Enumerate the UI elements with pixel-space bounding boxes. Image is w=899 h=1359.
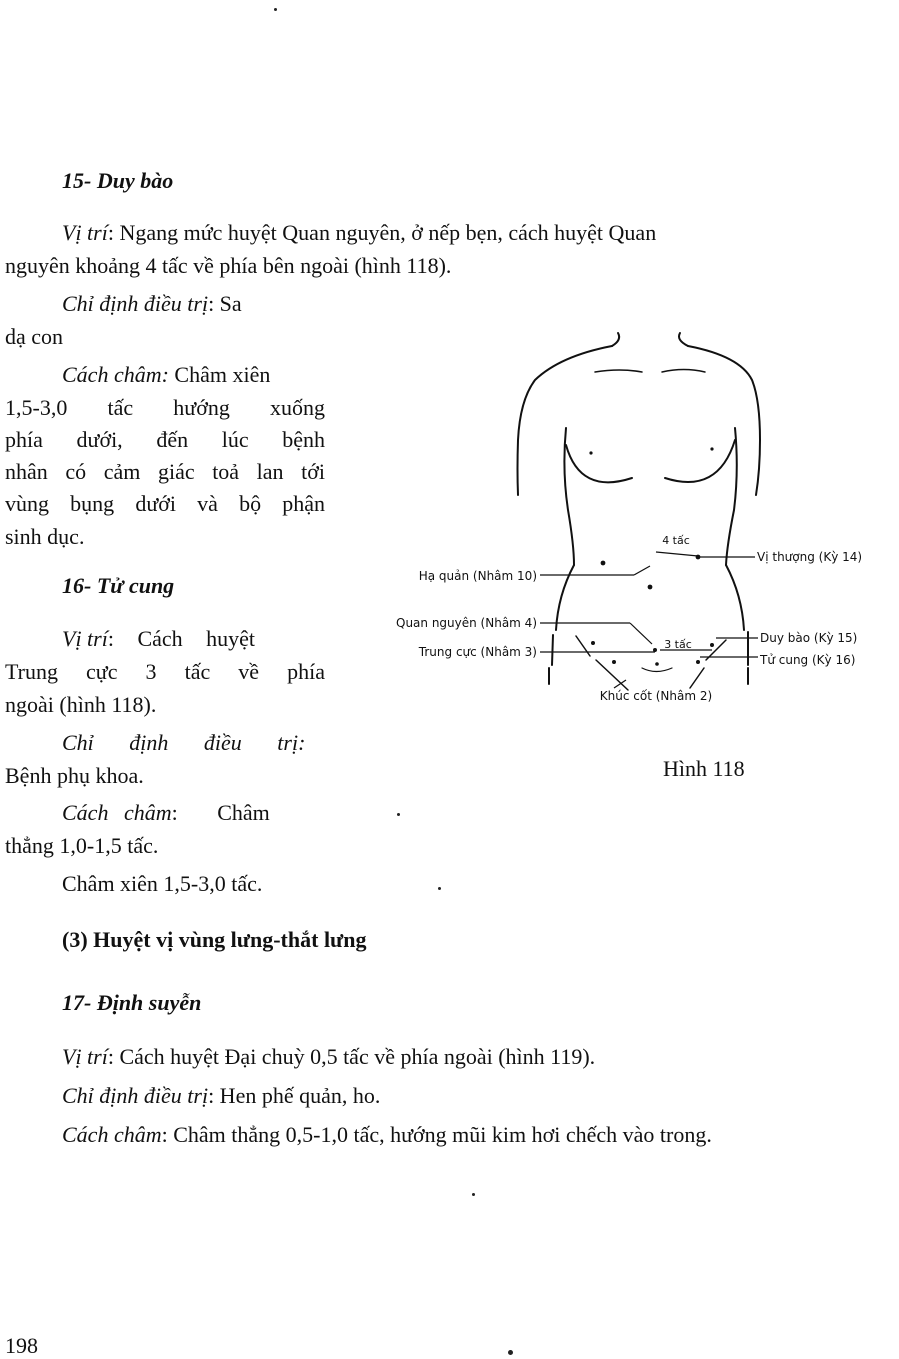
tu-cung-cachcham-line2: thẳng 1,0-1,5 tấc. <box>5 833 159 858</box>
duy-bao-cachcham-line6: sinh dục. <box>5 524 85 549</box>
label-trung-cuc: Trung cực (Nhâm 3) <box>418 645 537 659</box>
duy-bao-cachcham-line1 <box>62 364 270 386</box>
duy-bao-vitri-line2: nguyên khoảng 4 tấc về phía bên ngoài (hình 118). <box>5 253 452 278</box>
print-speck <box>274 8 277 11</box>
dinh-suyen-vitri <box>62 1046 595 1068</box>
tu-cung-vitri-line2: Trung cực 3 tấc về phía <box>5 659 325 684</box>
ha-quan-leader-bend <box>634 566 650 575</box>
heading-lung-that-lung: (3) Huyệt vị vùng lưng-thắt lưng <box>62 927 367 952</box>
cachcham-text: : Châm thẳng 0,5-1,0 tấc, hướng mũi kim hơi chếch vào trong. <box>161 1122 712 1147</box>
center-dot <box>648 585 653 590</box>
pubic-curve <box>642 668 672 672</box>
label-bon-tac: 4 tấc <box>662 534 690 547</box>
figure-caption: Hình 118 <box>663 756 745 781</box>
acupoint-dots <box>589 447 714 665</box>
left-upper-dot <box>601 561 606 566</box>
chidinh-text: : Sa <box>208 291 242 316</box>
vitri-label: Vị trí <box>62 220 108 245</box>
heading-tu-cung: 16- Tử cung <box>62 573 175 598</box>
tu-cung-chidinh-line2: Bệnh phụ khoa. <box>5 763 144 788</box>
left-torso-side <box>564 428 574 565</box>
neck-right-line <box>679 333 688 346</box>
duy-bao-cachcham-line4: nhân có cảm giác toả lan tới <box>5 459 325 484</box>
right-nipple-dot <box>710 447 713 450</box>
right-shoulder-arm <box>688 346 760 495</box>
cachcham-text: : Châm <box>171 800 270 825</box>
vitri-text: : Cách huyệt Đại chuỳ 0,5 tấc về phía ngoài (hình 119). <box>107 1044 596 1069</box>
left-hip-line <box>552 635 553 665</box>
duy-bao-cachcham-line3: phía dưới, đến lúc bệnh <box>5 427 325 452</box>
vitri-text: : Cách huyệt <box>107 626 256 651</box>
quan-nguyen-leader-bend <box>630 623 652 644</box>
tu-cung-cachcham-line1 <box>62 802 270 824</box>
dinh-suyen-chidinh <box>62 1085 380 1107</box>
left-groin-fold-lower <box>596 660 628 690</box>
print-speck <box>472 1193 475 1196</box>
duy-bao-cachcham-line5: vùng bụng dưới và bộ phận <box>5 491 325 516</box>
chidinh-label: Chỉ định điều trị <box>62 1083 209 1108</box>
left-groin-fold-upper <box>576 636 590 656</box>
chidinh-text: : Hen phế quản, ho. <box>208 1083 381 1108</box>
label-khuc-cot: Khúc cốt (Nhâm 2) <box>599 689 713 703</box>
right-breast <box>665 440 735 482</box>
right-groin-fold-lower <box>690 668 704 688</box>
leader-lines <box>540 552 758 688</box>
bon-tac-bracket <box>656 552 698 556</box>
print-speck <box>438 887 441 890</box>
duy-bao-chidinh-line1 <box>62 293 242 315</box>
vitri-label: Vị trí <box>62 626 108 651</box>
torso-outline <box>518 333 761 690</box>
chidinh-label: Chỉ định điều trị <box>62 730 299 755</box>
tu-cung-chidinh-line1 <box>62 732 305 754</box>
vitri-label: Vị trí <box>62 1044 108 1069</box>
duy-bao-cachcham-line2: 1,5-3,0 tấc hướng xuống <box>5 395 325 420</box>
tu-cung-vitri-line1 <box>62 628 324 650</box>
tu-cung-cachcham-line3: Châm xiên 1,5-3,0 tấc. <box>62 871 263 896</box>
duy-bao-right-dot <box>710 643 714 647</box>
heading-dinh-suyen: 17- Định suyễn <box>62 990 202 1015</box>
cachcham-label: Cách châm <box>62 1122 162 1147</box>
chidinh-colon: : <box>298 730 306 755</box>
print-speck <box>397 813 400 816</box>
tu-cung-left-dot <box>612 660 616 664</box>
print-speck <box>508 1350 513 1355</box>
duy-bao-vitri-line1 <box>62 222 656 244</box>
label-ba-tac: 3 tấc <box>664 638 692 651</box>
trung-cuc-dot <box>655 662 659 666</box>
left-nipple-dot <box>589 451 592 454</box>
tu-cung-vitri-line3: ngoài (hình 118). <box>5 692 157 717</box>
left-collarbone <box>595 370 642 372</box>
page-number: 198 <box>5 1333 38 1358</box>
dinh-suyen-cachcham <box>62 1124 712 1146</box>
right-collarbone <box>662 370 705 373</box>
right-waist <box>726 565 744 630</box>
label-vi-thuong: Vị thượng (Kỳ 14) <box>757 550 863 564</box>
cachcham-label: Cách châm: <box>62 362 169 387</box>
duy-bao-chidinh-line2: dạ con <box>5 324 64 349</box>
vitri-text: : Ngang mức huyệt Quan nguyên, ở nếp bẹn, cách huyệt Quan <box>107 220 657 245</box>
duy-bao-left-dot <box>591 641 595 645</box>
cachcham-text: Châm xiên <box>168 362 271 387</box>
chidinh-label: Chỉ định điều trị <box>62 291 209 316</box>
left-breast <box>566 445 632 482</box>
tu-cung-right-dot <box>696 660 700 664</box>
neck-left-line <box>612 333 619 346</box>
cachcham-label: Cách châm <box>62 800 172 825</box>
heading-duy-bao: 15- Duy bào <box>62 168 174 193</box>
label-tu-cung: Tử cung (Kỳ 16) <box>760 653 856 667</box>
label-ha-quan: Hạ quản (Nhâm 10) <box>418 569 537 583</box>
torso-illustration <box>360 325 899 725</box>
label-quan-nguyen: Quan nguyên (Nhâm 4) <box>396 616 537 630</box>
figure-118-torso-diagram <box>360 325 899 725</box>
label-duy-bao: Duy bào (Kỳ 15) <box>760 631 858 645</box>
